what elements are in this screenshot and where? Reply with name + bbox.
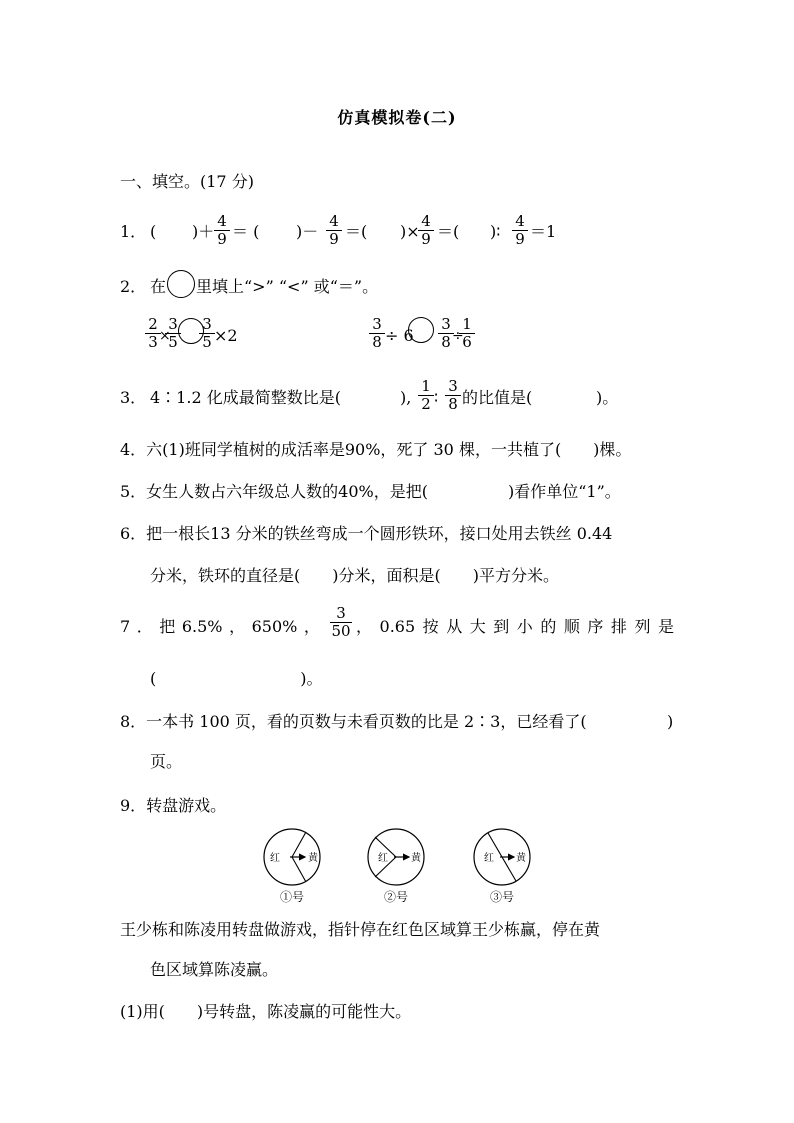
question-9-title: 9．转盘游戏。 [120,796,227,815]
question-6-line-2: 分米，铁环的直径是( )分米，面积是( )平方分米。 [150,566,559,585]
spinner-1 [264,829,320,885]
q1-result: ＝1 [530,222,557,241]
q3-fraction-2: $\frac{3}{8}$ [445,378,461,413]
q7-word: 7 [120,617,131,636]
q1-fraction-1: $\frac{4}{9}$ [214,213,230,248]
question-8-line-1: 8．一本书 100 页，看的页数与未看页数的比是 2∶3，已经看了( [120,712,587,731]
section-heading: 一、填空。(17 分) [120,172,254,191]
q1-ratio: )∶ [490,222,501,241]
q2b-divide: ÷ [452,328,464,344]
q7-word: 大 [469,617,486,636]
question-4: 4．六(1)班同学植树的成活率是90%，死了 30 棵，一共植了( )棵。 [120,440,632,459]
q1-fraction-4: $\frac{4}{9}$ [512,213,528,248]
q7-word: 排 [610,617,627,636]
q1-minus: )－ [296,222,319,241]
q7-word: 的 [540,617,557,636]
question-6-line-1: 6．把一根长13 分米的铁丝弯成一个圆形铁环，接口处用去铁丝 0.44 [120,524,613,543]
q2a-times: × [159,328,171,344]
q7-word: 序 [587,617,604,636]
q1-equals-3: ＝( [437,222,460,241]
q7-pre-words [120,617,320,637]
spinner-1-yellow-label: 黄 [308,853,318,864]
q1-times: )× [400,222,420,241]
question-8-line-2: 页。 [150,752,183,771]
q7-answer-line: ( )。 [150,669,323,688]
page-title: 仿真模拟卷(二) [337,108,457,127]
q7-word: 到 [493,617,510,636]
question-5: 5．女生人数占六年级总人数的40%，是把( )看作单位“1”。 [120,482,621,501]
q3-text-3: 的比值是( [462,388,533,407]
q7-word: 顺 [563,617,580,636]
spinner-3-red-label: 红 [484,853,494,864]
q7-word: 6.5% [181,617,223,636]
compare-circle-icon [167,270,195,298]
q1-equals-2: ＝( [345,222,368,241]
q2a-fraction-1: $\frac{2}{3}$ [145,316,161,351]
q1-fraction-3: $\frac{4}{9}$ [418,213,434,248]
q7-word: ， [229,617,246,636]
spinner-1-red-label: 红 [270,853,280,864]
q2b-divide-six: ÷ 6 [385,326,414,345]
question-8-close: ) [667,712,674,731]
q2b-fraction-2: $\frac{3}{8}$ [438,316,454,351]
q3-text-2: ), [400,388,412,407]
q2-prefix: 在 [150,277,167,296]
q3-number: 3． [120,388,147,407]
q7-word: 从 [446,617,463,636]
spinner-2 [368,829,424,885]
q7-post-words [356,617,674,637]
spinner-1-caption: ①号 [279,890,304,904]
q1-plus: )＋ [192,222,215,241]
q2b-fraction-1: $\frac{3}{8}$ [369,316,385,351]
q7-word: 按 [422,617,439,636]
q2a-fraction-2: $\frac{3}{5}$ [165,316,181,351]
q2a-tail: ×2 [214,326,238,345]
q3-colon: ∶ [434,388,439,407]
q7-word: ， [356,617,373,636]
q2b-fraction-3: $\frac{1}{6}$ [459,316,475,351]
spinner-3 [474,829,530,885]
q7-word: 列 [634,617,651,636]
spinner-2-red-label: 红 [378,853,388,864]
question-9-sub-1: (1)用( )号转盘，陈凌赢的可能性大。 [120,1002,412,1021]
q7-word: ． [136,617,153,636]
q3-text-4: )。 [596,388,619,407]
q3-fraction-1: $\frac{1}{2}$ [418,378,434,413]
q1-number: 1． [120,222,147,241]
q7-word: 把 [159,617,176,636]
spinner-2-yellow-label: 黄 [411,853,421,864]
q7-word: 0.65 [379,617,416,636]
q3-text-1: 4∶1.2 化成最简整数比是( [150,388,341,407]
q1-blank-1: ( [150,222,157,241]
spinner-3-caption: ③号 [489,890,514,904]
q7-word: ， [303,617,320,636]
q1-equals-1: ＝ ( [232,222,260,241]
q7-word: 650% [251,617,298,636]
q2-number: 2． [120,277,147,296]
question-9-paragraph-2: 色区域算陈凌赢。 [150,960,279,979]
compare-circle-b[interactable] [408,317,434,343]
spinner-2-caption: ②号 [383,890,408,904]
q7-word: 小 [516,617,533,636]
spinner-3-yellow-label: 黄 [516,853,526,864]
q7-fraction: $\frac{3}{50}$ [331,604,351,640]
q2-instruction: 里填上“>” “<” 或“＝”。 [196,277,379,296]
question-9-paragraph-1: 王少栋和陈凌用转盘做游戏，指针停在红色区域算王少栋赢，停在黄 [120,920,601,939]
q2a-fraction-3: $\frac{3}{5}$ [199,316,215,351]
q7-word: 是 [657,617,674,636]
q1-fraction-2: $\frac{4}{9}$ [326,213,342,248]
